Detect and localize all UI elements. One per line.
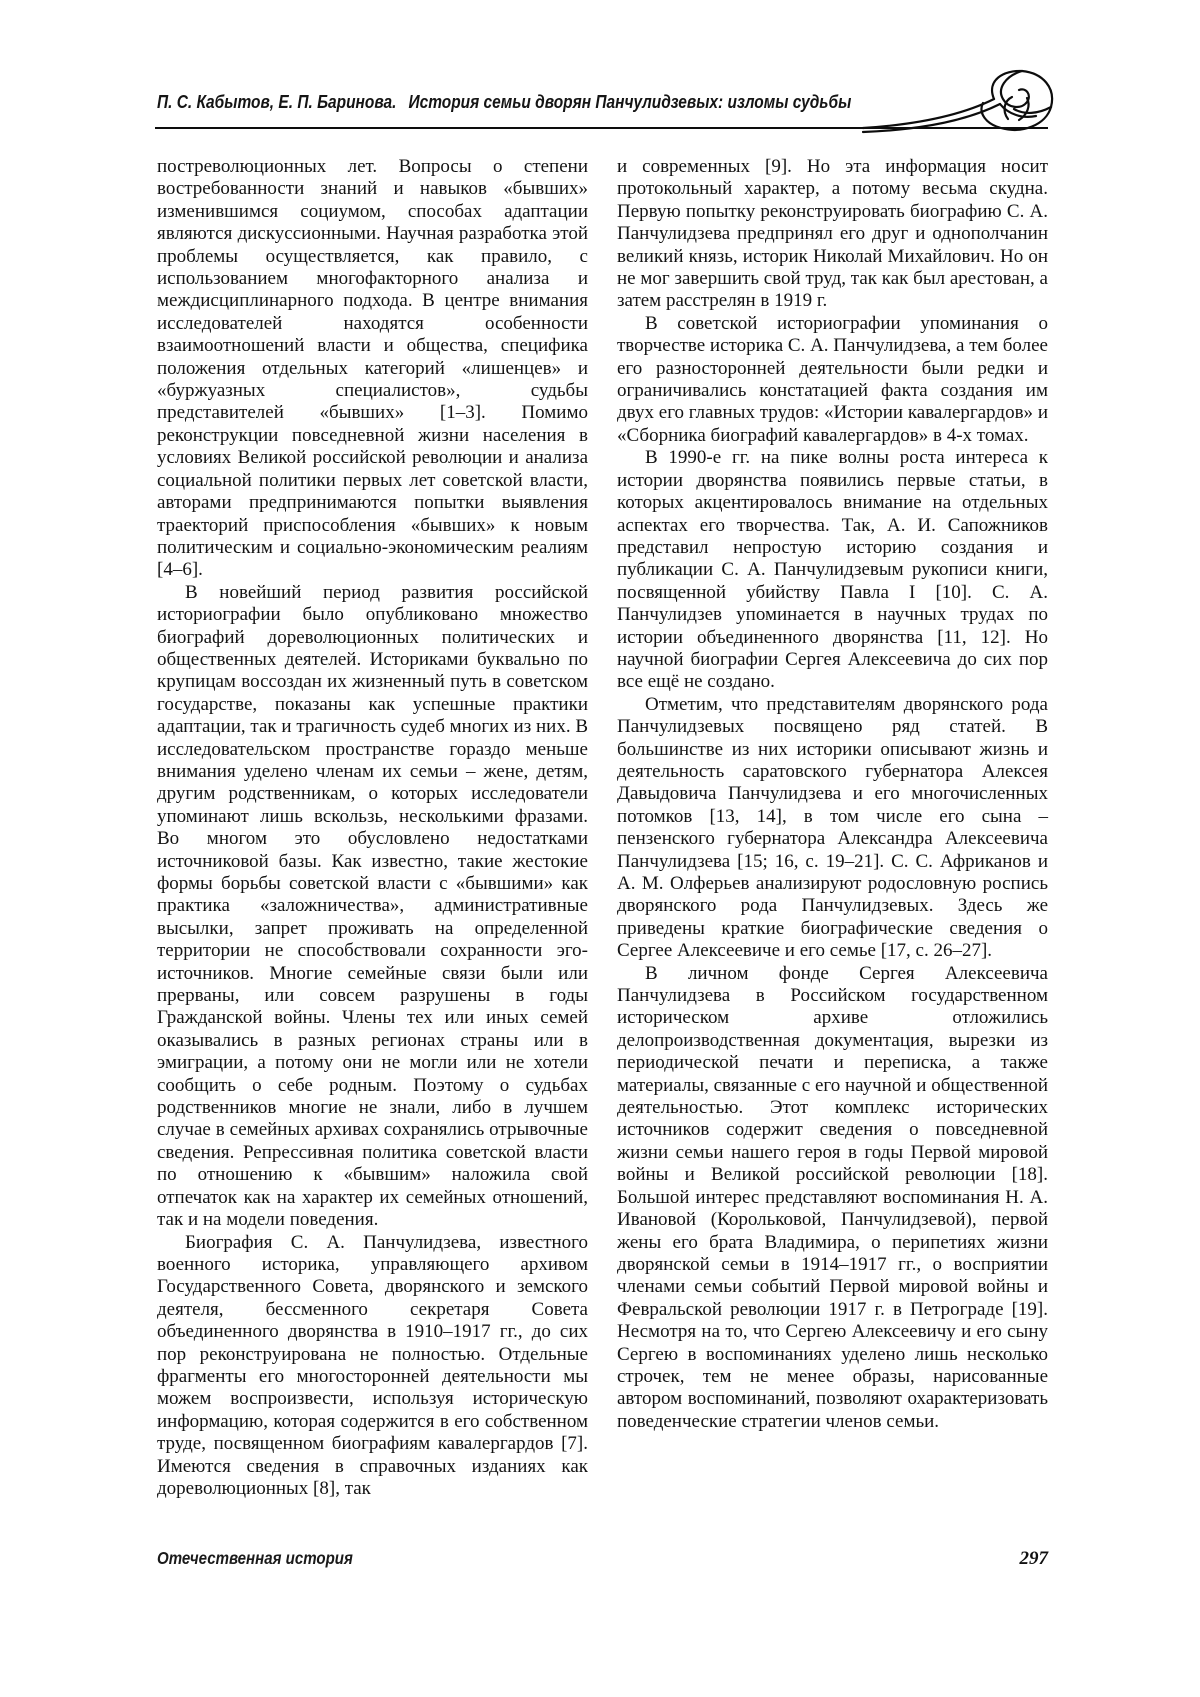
paragraph: и современных [9]. Но эта информация носит протокольный характер, а потому весьма скудна. Первую попытку реконструировать биографию С. А. Панчулидзева предпринял его друг и однополчанин великий князь, историк Николай Михайлович. Но он не мог завершить свой труд, так как был арестован, а затем расстрелян в 1919 г. [617, 156, 1048, 312]
right-column [617, 156, 1048, 1500]
paragraph: Отметим, что представителям дворянского рода Панчулидзевых посвящено ряд статей. В большинстве из них историки описывают жизнь и деятельность саратовского губернатора Алексея Давыдовича Панчулидзева и его многочисленных потомков [13, 14], в том числе его сына – пензенского губернатора Александра Алексеевича Панчулидзева [15; 16, с. 19–21]. С. С. Африканов и А. М. Олферьев анализируют родословную роспись дворянского рода Панчулидзевых. Здесь же приведены краткие биографические сведения о Сергее Алексеевиче и его семье [17, с. 26–27]. [617, 693, 1048, 962]
flower-ornament-icon [862, 68, 1058, 134]
header-article-title: История семьи дворян Панчулидзевых: изломы судьбы [408, 92, 852, 112]
paragraph: В 1990-е гг. на пике волны роста интереса к истории дворянства появились первые статьи, в которых акцентировалось внимание на отдельных аспектах его творчества. Так, А. И. Сапожников представил непростую историю создания и публикации С. А. Панчулидзевым рукописи книги, посвященной убийству Павла I [10]. С. А. Панчулидзев упоминается в научных трудах по истории объединенного дворянства [11, 12]. Но научной биографии Сергея Алексеевича до сих пор все ещё не создано. [617, 447, 1048, 693]
left-column [157, 156, 588, 1500]
paragraph: постреволюционных лет. Вопросы о степени востребованности знаний и навыков «бывших» изменившимся социумом, способах адаптации являются дискуссионными. Научная разработка этой проблемы осуществляется, как правило, с использованием многофакторного анализа и междисциплинарного подхода. В центре внимания исследователей находятся особенности взаимоотношений власти и общества, специфика положения отдельных категорий «лишенцев» и «буржуазных специалистов», судьбы представителей «бывших» [1–3]. Помимо реконструкции повседневной жизни населения в условиях Великой российской революции и анализа социальной политики первых лет советской власти, авторами предпринимаются попытки выявления траекторий приспособления «бывших» к новым политическим и социально-экономическим реалиям [4–6]. [157, 156, 588, 581]
running-header [157, 92, 931, 122]
paragraph: В новейший период развития российской историографии было опубликовано множество биографий дореволюционных политических и общественных деятелей. Историками буквально по крупицам воссоздан их жизненный путь в советском государстве, показаны как успешные практики адаптации, так и трагичность судеб многих из них. В исследовательском пространстве гораздо меньше внимания уделено членам их семьи – жене, детям, другим родственникам, о которых исследователи упоминают лишь вскользь, несколькими фразами. Во многом это обусловлено недостатками источниковой базы. Как известно, такие жестокие формы борьбы советской власти с «бывшими» как практика «заложничества», административные высылки, запрет проживать на определенной территории не способствовали сохранности эго-источников. Многие семейные связи были или прерваны, или совсем разрушены в годы Гражданской войны. Члены тех или иных семей оказывались в разных регионах страны или в эмиграции, а потому они не могли или не хотели сообщить о себе родным. Поэтому о судьбах родственников многие не знали, либо в лучшем случае в семейных архивах сохранялись отрывочные сведения. Репрессивная политика советской власти по отношению к «бывшим» наложила свой отпечаток как на характер их семейных отношений, так и на модели поведения. [157, 581, 588, 1231]
paragraph: В личном фонде Сергея Алексеевича Панчулидзева в Российском государственном историческом архиве отложились делопроизводственная документация, вырезки из периодической печати и переписка, а также материалы, связанные с его научной и общественной деятельностью. Этот комплекс исторических источников содержит сведения о повседневной жизни семьи нашего героя в годы Первой мировой войны и Великой российской революции [18]. Большой интерес представляют воспоминания Н. А. Ивановой (Корольковой, Панчулидзевой), первой жены его брата Владимира, о перипетиях жизни дворянской семьи в 1914–1917 гг., о восприятии членами семьи событий Первой мировой войны и Февральской революции 1917 г. в Петрограде [19]. Несмотря на то, что Сергею Алексеевичу и его сыну Сергею в воспоминаниях уделено лишь несколько строчек, тем не менее образы, нарисованные автором воспоминаний, позволяют охарактеризовать поведенческие стратегии членов семьи. [617, 962, 1048, 1432]
footer-page-number: 297 [1019, 1548, 1048, 1569]
paragraph: Биография С. А. Панчулидзева, известного военного историка, управляющего архивом Государственного Совета, дворянского и земского деятеля, бессменного секретаря Совета объединенного дворянства в 1910–1917 гг., до сих пор реконструирована не полностью. Отдельные фрагменты его многосторонней деятельности мы можем воспроизвести, используя историческую информацию, которая содержится в его собственном труде, посвященном биографиям кавалергардов [7]. Имеются сведения в справочных изданиях как дореволюционных [8], так [157, 1231, 588, 1499]
paragraph: В советской историографии упоминания о творчестве историка С. А. Панчулидзева, а тем более его разносторонней деятельности были редки и ограничивались констатацией факта создания им двух его главных трудов: «Истории кавалергардов» и «Сборника биографий кавалергардов» в 4-х томах. [617, 312, 1048, 446]
article-body [157, 156, 1048, 1500]
header-authors: П. С. Кабытов, Е. П. Баринова. [157, 92, 397, 112]
footer-section-title: Отечественная история [157, 1548, 353, 1568]
page-footer [157, 1548, 1048, 1570]
